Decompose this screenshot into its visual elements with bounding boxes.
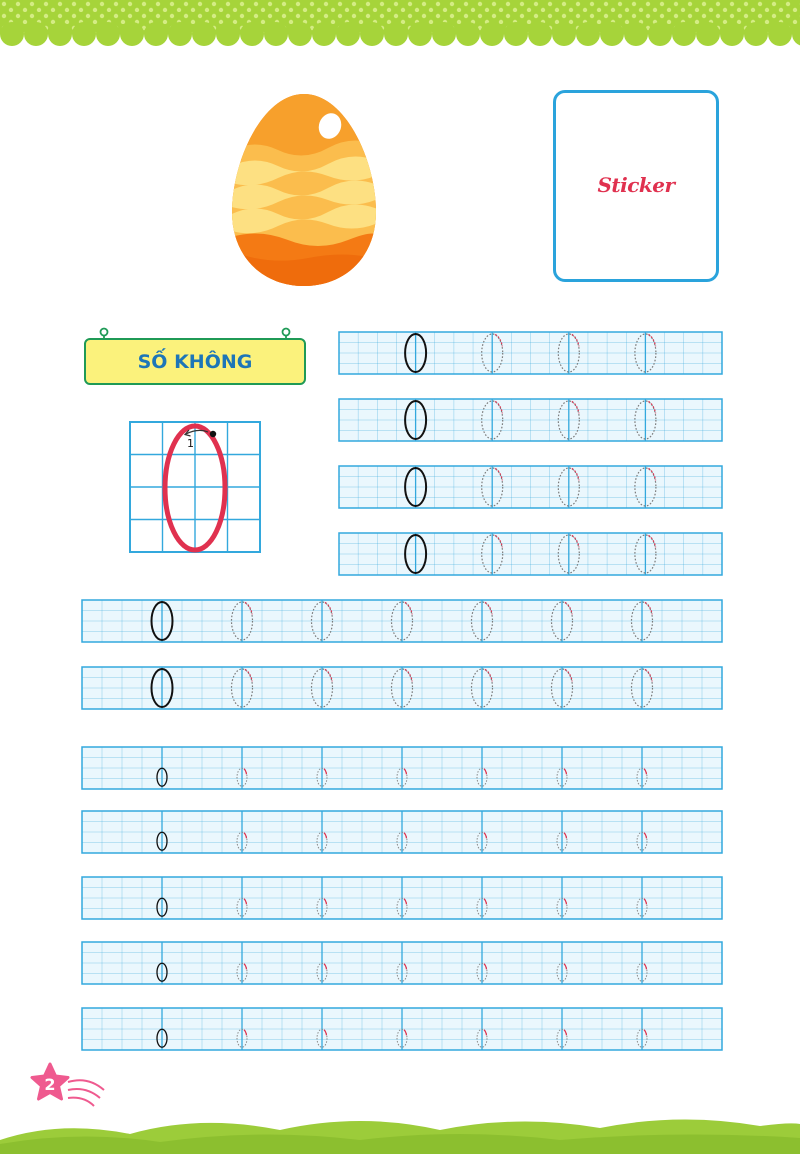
practice-row[interactable]: [339, 399, 722, 441]
page-title: SỐ KHÔNG: [137, 351, 253, 373]
practice-row[interactable]: [82, 811, 722, 853]
page-number: 2: [44, 1075, 56, 1094]
practice-row[interactable]: [82, 600, 722, 642]
practice-row[interactable]: [82, 667, 722, 709]
practice-row[interactable]: [82, 877, 722, 919]
practice-row[interactable]: [339, 466, 722, 508]
sticker-label: Sticker: [597, 173, 675, 197]
practice-row[interactable]: [82, 942, 722, 984]
bottom-ground: [0, 1100, 800, 1154]
practice-row[interactable]: [339, 332, 722, 374]
stroke-number: 1: [187, 437, 194, 450]
practice-row[interactable]: [82, 747, 722, 789]
practice-row[interactable]: [339, 533, 722, 575]
practice-row[interactable]: [82, 1008, 722, 1050]
